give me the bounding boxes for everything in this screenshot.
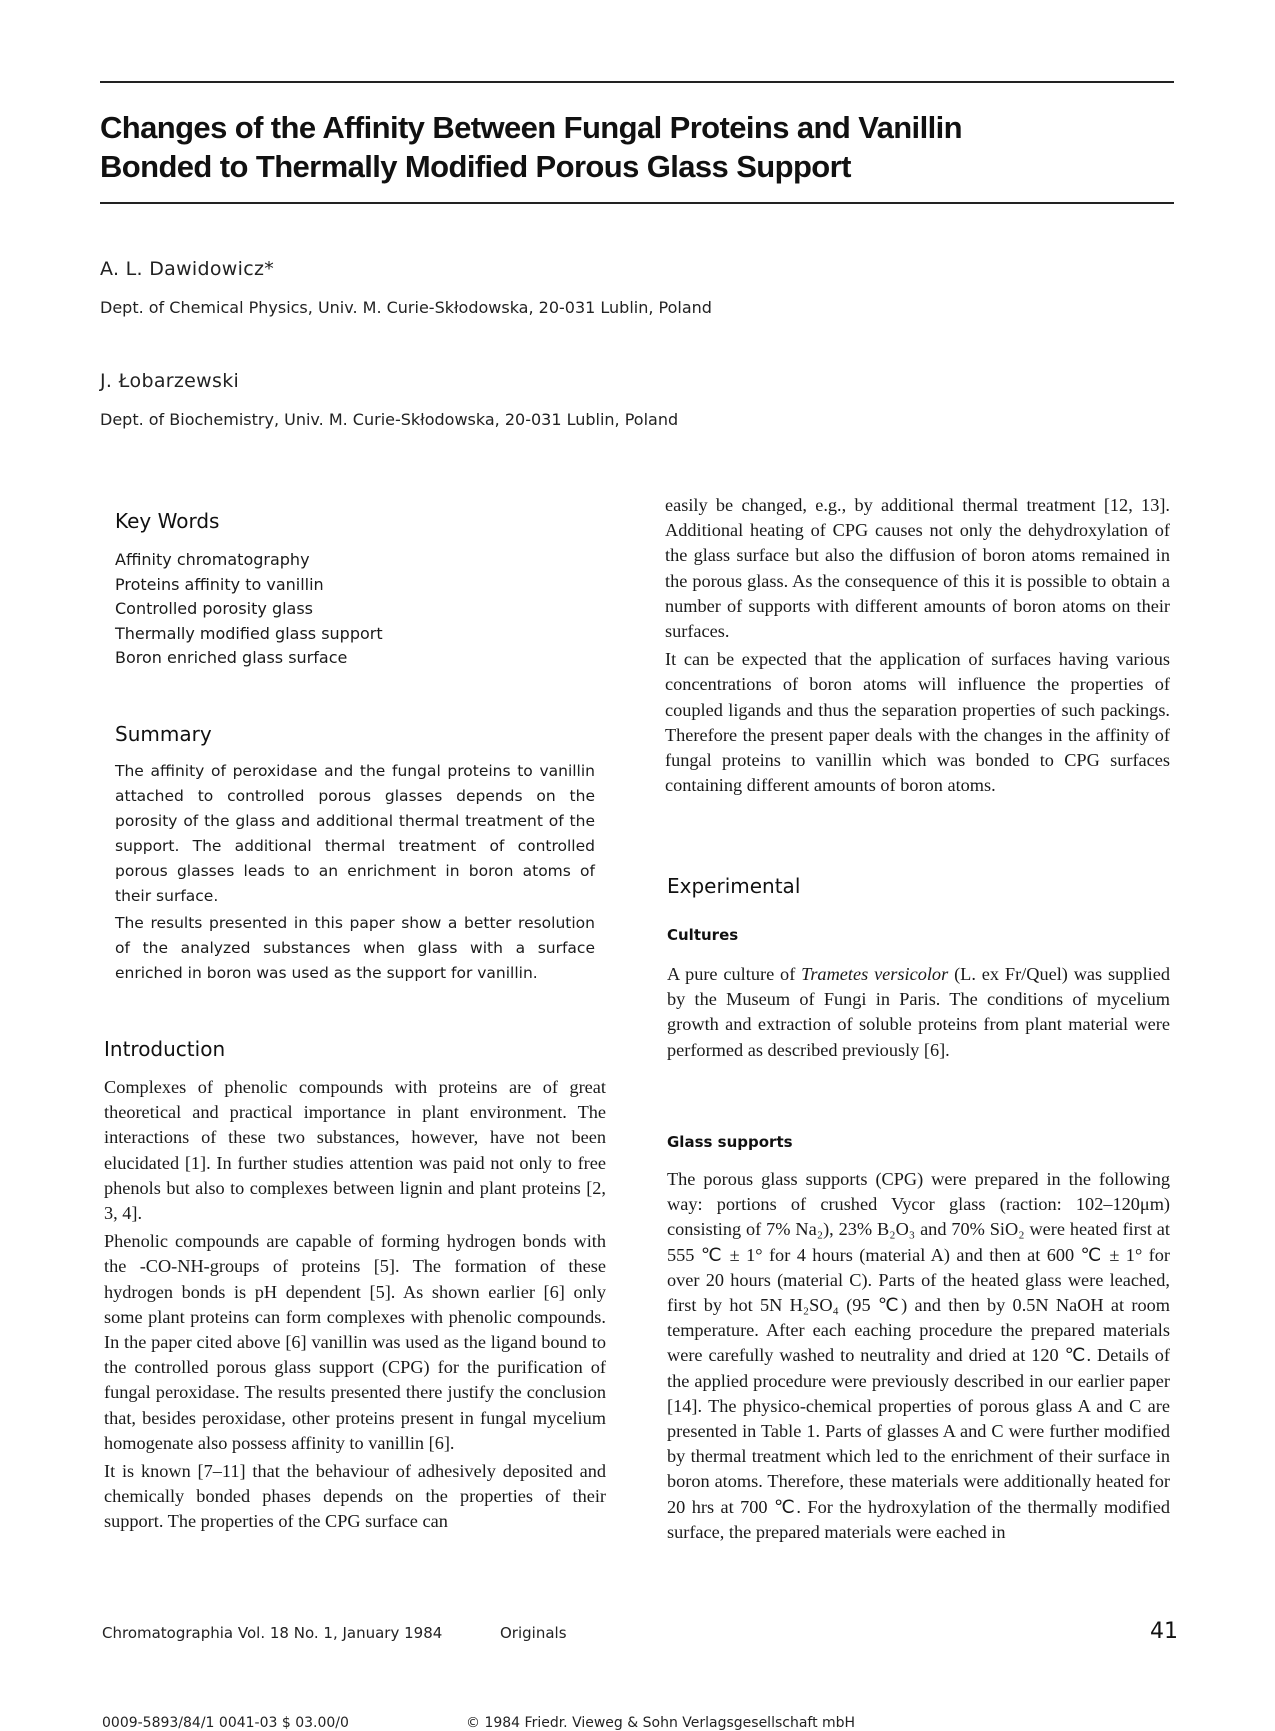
journal-reference: Chromatographia Vol. 18 No. 1, January 1984 — [102, 1624, 443, 1642]
cultures-heading: Cultures — [667, 926, 739, 944]
experimental-heading: Experimental — [667, 874, 801, 898]
key-word-item: Affinity chromatography — [115, 550, 310, 569]
title-line-1: Changes of the Affinity Between Fungal Proteins and Vanillin — [100, 110, 962, 145]
article-title — [100, 108, 1150, 186]
body-paragraph: easily be changed, e.g., by additional thermal treatment [12, 13]. Additional heating of CPG causes not only the dehydroxylation of the glass surface but also the diffusion of boron atoms remained in the porous glass. As the consequence of this it is possible to obtain a number of supports with different amounts of boron atoms on their surfaces. — [665, 495, 1170, 642]
key-words-heading: Key Words — [115, 509, 220, 533]
introduction-body — [104, 1075, 606, 1538]
author-name: A. L. Dawidowicz* — [100, 258, 275, 280]
introduction-paragraph: It is known [7–11] that the behaviour of adhesively deposited and chemically bonded phases depends on the properties of their support. The properties of the CPG surface can — [104, 1461, 606, 1532]
section-label: Originals — [500, 1624, 567, 1642]
title-line-2: Bonded to Thermally Modified Porous Glass Support — [100, 149, 851, 184]
key-word-item: Controlled porosity glass — [115, 599, 314, 618]
key-word-item: Boron enriched glass surface — [115, 648, 348, 667]
cultures-text-pre: A pure culture of — [667, 964, 802, 984]
introduction-paragraph: Complexes of phenolic compounds with proteins are of great theoretical and practical importance in plant environment. The interactions of these two substances, however, have not been elucidated [1]. In further studies attention was paid not only to free phenols but also to complexes between lignin and plant proteins [2, 3, 4]. — [104, 1077, 606, 1224]
glass-supports-heading: Glass supports — [667, 1133, 793, 1151]
summary-body — [115, 759, 595, 988]
glass-supports-paragraph: The porous glass supports (CPG) were prepared in the following way: portions of crushed Vycor glass (raction: 102–120μm) consisting of 7% Na₂), 23% B₂O₃ and 70% SiO₂ were heated first at 555 ℃ ± 1° for 4 hours (material A) and then at 600 ℃ ± 1° for over 20 hours (material C). Parts of the heated glass were leached, first by hot 5N H₂SO₄ (95 ℃) and then by 0.5N NaOH at room temperature. After each eaching procedure the prepared materials were carefully washed to neutrality and dried at 120 ℃. Details of the applied procedure were previously described in our earlier paper [14]. The physico-chemical properties of porous glass A and C are presented in Table 1. Parts of glasses A and C were further modified by thermal treatment which led to the enrichment of their surface in boron atoms. Therefore, these materials were additionally heated for 20 hrs at 700 ℃. For the hydroxylation of the thermally modified surface, the prepared materials were eached in — [667, 1169, 1170, 1542]
author-affiliation: Dept. of Biochemistry, Univ. M. Curie-Skłodowska, 20-031 Lublin, Poland — [100, 410, 679, 429]
body-paragraph: It can be expected that the application of surfaces having various concentrations of boron atoms will influence the properties of coupled ligands and thus the separation properties of such packings. Therefore the present paper deals with the changes in the affinity of fungal proteins to vanillin which was bonded to CPG surfaces containing different amounts of boron atoms. — [665, 649, 1170, 796]
summary-paragraph: The affinity of peroxidase and the fungal proteins to vanillin attached to controlled porous glasses depends on the porosity of the glass and additional thermal treatment of the support. The additional thermal treatment of controlled porous glasses leads to an enrichment in boron atoms of their surface. — [115, 762, 595, 905]
author-name: J. Łobarzewski — [100, 370, 240, 392]
glass-supports-body — [667, 1167, 1170, 1548]
copyright-notice: © 1984 Friedr. Vieweg & Sohn Verlagsgesellschaft mbH — [466, 1715, 856, 1731]
page-number: 41 — [1150, 1619, 1178, 1644]
introduction-heading: Introduction — [104, 1037, 226, 1061]
summary-heading: Summary — [115, 722, 212, 746]
species-name: Trametes versicolor — [801, 964, 949, 984]
cultures-body — [667, 962, 1170, 1066]
key-word-item: Thermally modified glass support — [115, 623, 383, 643]
top-rule — [100, 81, 1174, 83]
introduction-paragraph: Phenolic compounds are capable of forming hydrogen bonds with the -CO-NH-groups of proteins [5]. The formation of these hydrogen bonds is pH dependent [5]. As shown earlier [6] only some plant proteins can form complexes with phenolic compounds. In the paper cited above [6] vanillin was used as the ligand bound to the controlled porous glass support (CPG) for the purification of fungal peroxidase. The results presented there justify the conclusion that, besides peroxidase, other proteins present in fungal mycelium homogenate also possess affinity to vanillin [6]. — [104, 1231, 606, 1453]
key-word-item: Proteins affinity to vanillin — [115, 574, 324, 594]
title-rule — [100, 202, 1174, 204]
right-column-intro-body — [665, 493, 1170, 801]
author-affiliation: Dept. of Chemical Physics, Univ. M. Curie-Skłodowska, 20-031 Lublin, Poland — [100, 298, 712, 317]
article-code: 0009-5893/84/1 0041-03 $ 03.00/0 — [102, 1715, 349, 1731]
cultures-text-post: (L. ex Fr/Quel) was supplied by the Museum of Fungi in Paris. The conditions of mycelium growth and extraction of soluble proteins from plant material were performed as described previously [6]. — [667, 964, 1170, 1060]
summary-paragraph: The results presented in this paper show a better resolution of the analyzed substances when glass with a surface enriched in boron was used as the support for vanillin. — [115, 914, 595, 982]
key-words-list — [115, 548, 635, 671]
